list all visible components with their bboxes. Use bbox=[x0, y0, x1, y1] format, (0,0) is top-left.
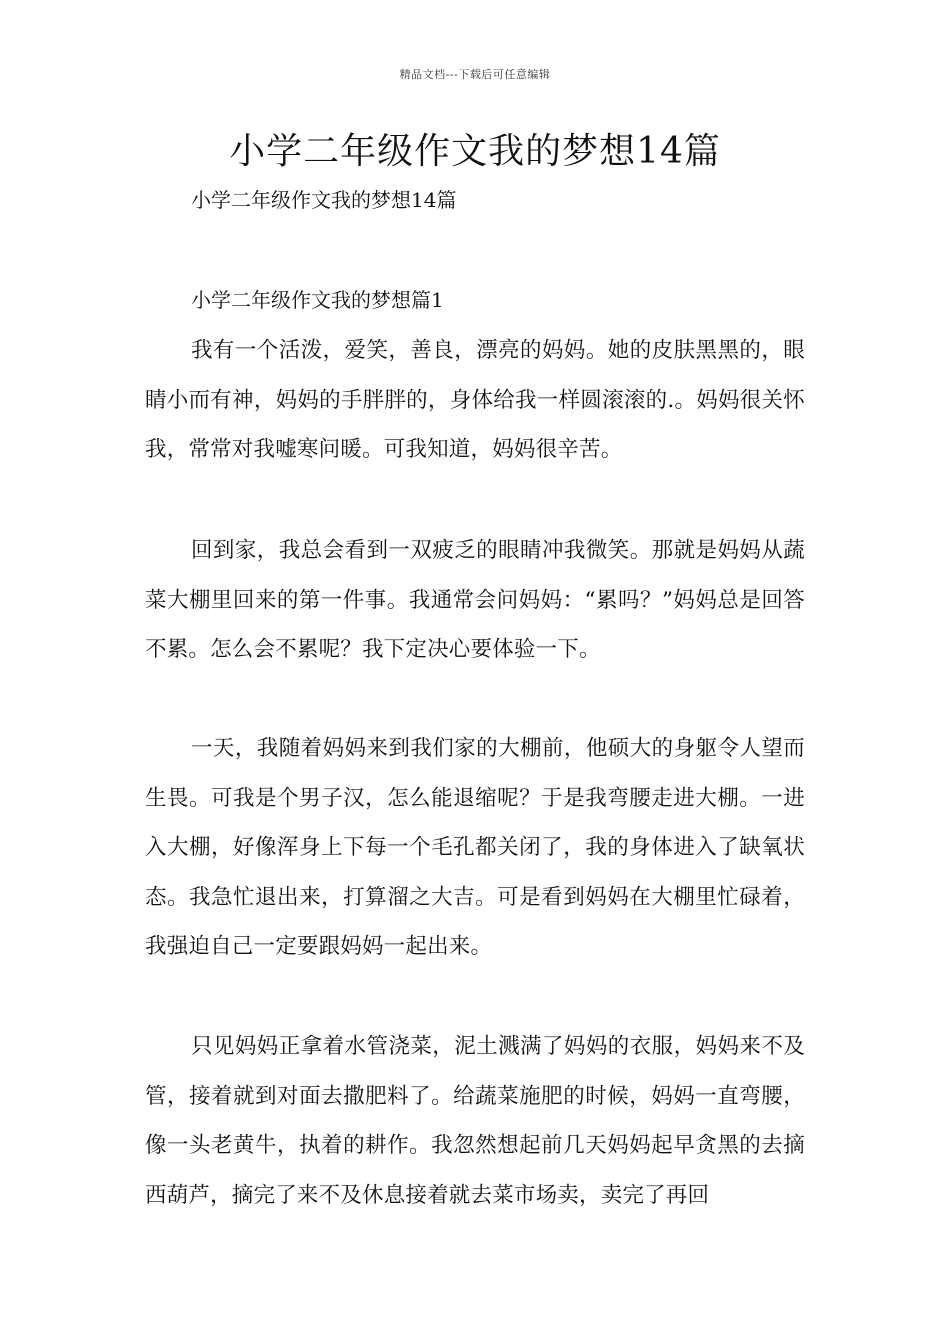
paragraph-2: 回到家，我总会看到一双疲乏的眼睛冲我微笑。那就是妈妈从蔬菜大棚里回来的第一件事。我通常会问妈妈：“累吗？”妈妈总是回答不累。怎么会不累呢？我下定决心要体验一下。 bbox=[145, 538, 805, 663]
document-subtitle: 小学二年级作文我的梦想14篇 bbox=[191, 188, 457, 212]
paragraph-3: 一天，我随着妈妈来到我们家的大棚前，他硕大的身躯令人望而生畏。可我是个男子汉，怎么能退缩呢？于是我弯腰走进大棚。一进入大棚，好像浑身上下每一个毛孔都关闭了，我的身体进入了缺氧状态。我急忙退出来，打算溜之大吉。可是看到妈妈在大棚里忙碌着，我强迫自己一定要跟妈妈一起出来。 bbox=[145, 736, 805, 960]
header-note: 精品文档---下载后可任意编辑 bbox=[399, 68, 551, 81]
page-title: 小学二年级作文我的梦想14篇 bbox=[229, 131, 721, 172]
paragraph-4: 只见妈妈正拿着水管浇菜，泥土溅满了妈妈的衣服，妈妈来不及管，接着就到对面去撒肥料了。给蔬菜施肥的时候，妈妈一直弯腰，像一头老黄牛，执着的耕作。我忽然想起前几天妈妈起早贪黑的去摘西葫芦，摘完了来不及休息接着就去菜市场卖，卖完了再回 bbox=[145, 1034, 805, 1208]
section-heading: 小学二年级作文我的梦想篇1 bbox=[191, 288, 444, 312]
paragraph-1: 我有一个活泼，爱笑，善良，漂亮的妈妈。她的皮肤黑黑的，眼睛小而有神，妈妈的手胖胖的，身体给我一样圆滚滚的.。妈妈很关怀我，常常对我嘘寒问暖。可我知道，妈妈很辛苦。 bbox=[145, 338, 805, 463]
